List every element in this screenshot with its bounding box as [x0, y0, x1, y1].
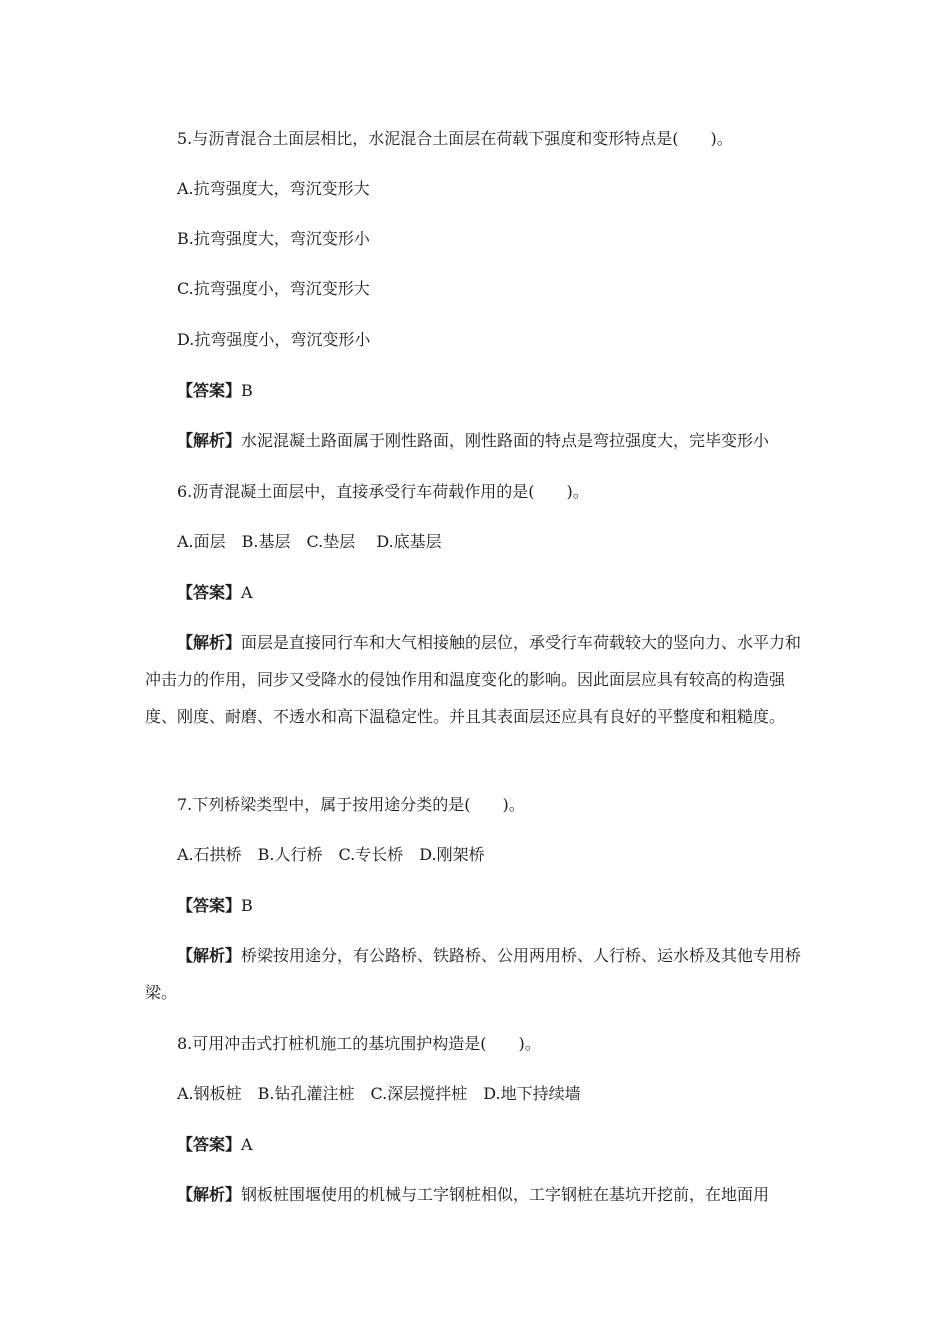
q5-question: 5.与沥青混合土面层相比，水泥混合土面层在荷载下强度和变形特点是( )。 — [177, 129, 733, 148]
answer-tag: 【答案】 — [177, 1135, 242, 1154]
answer-value: B — [241, 381, 253, 400]
analysis-tag: 【解析】 — [177, 633, 242, 652]
answer-value: A — [241, 583, 253, 602]
analysis-text: 桥梁按用途分，有公路桥、铁路桥、公用两用桥、人行桥、运水桥及其他专用桥梁。 — [145, 946, 802, 1002]
q8-question: 8.可用冲击式打桩机施工的基坑围护构造是( )。 — [177, 1034, 541, 1053]
q6-answer — [177, 582, 253, 604]
analysis-tag: 【解析】 — [177, 1185, 242, 1204]
q5-analysis — [177, 430, 769, 452]
q7-analysis — [145, 937, 805, 1011]
q8-options: A.钢板桩 B.钻孔灌注桩 C.深层搅拌桩 D.地下持续墙 — [177, 1084, 581, 1103]
q7-answer — [177, 895, 253, 917]
answer-tag: 【答案】 — [177, 381, 242, 400]
q5-option-c: C.抗弯强度小，弯沉变形大 — [177, 279, 370, 298]
analysis-text: 钢板桩围堰使用的机械与工字钢桩相似，工字钢桩在基坑开挖前，在地面用 — [241, 1185, 770, 1204]
answer-tag: 【答案】 — [177, 896, 242, 915]
q5-answer — [177, 380, 253, 402]
q6-question: 6.沥青混凝土面层中，直接承受行车荷载作用的是( )。 — [177, 482, 589, 501]
q7-question: 7.下列桥梁类型中，属于按用途分类的是( )。 — [177, 795, 525, 814]
q7-options: A.石拱桥 B.人行桥 C.专长桥 D.刚架桥 — [177, 845, 485, 864]
answer-value: B — [241, 896, 253, 915]
q6-options: A.面层 B.基层 C.垫层 D.底基层 — [177, 532, 442, 551]
q8-answer — [177, 1134, 253, 1156]
q5-option-d: D.抗弯强度小，弯沉变形小 — [177, 330, 371, 349]
analysis-text: 水泥混凝土路面属于刚性路面，刚性路面的特点是弯拉强度大，完毕变形小 — [241, 431, 770, 450]
answer-tag: 【答案】 — [177, 583, 242, 602]
analysis-tag: 【解析】 — [177, 946, 242, 965]
q5-option-a: A.抗弯强度大，弯沉变形大 — [177, 179, 370, 198]
answer-value: A — [241, 1135, 253, 1154]
q5-option-b: B.抗弯强度大，弯沉变形小 — [177, 229, 370, 248]
analysis-tag: 【解析】 — [177, 431, 242, 450]
analysis-text: 面层是直接同行车和大气相接触的层位，承受行车荷载较大的竖向力、水平力和冲击力的作用，同步又受降水的侵蚀作用和温度变化的影响。因此面层应具有较高的构造强度、刚度、耐磨、不透水和高下温稳定性。并且其表面层还应具有良好的平整度和粗糙度。 — [145, 633, 802, 726]
q8-analysis — [177, 1184, 769, 1206]
q6-analysis — [145, 624, 805, 735]
